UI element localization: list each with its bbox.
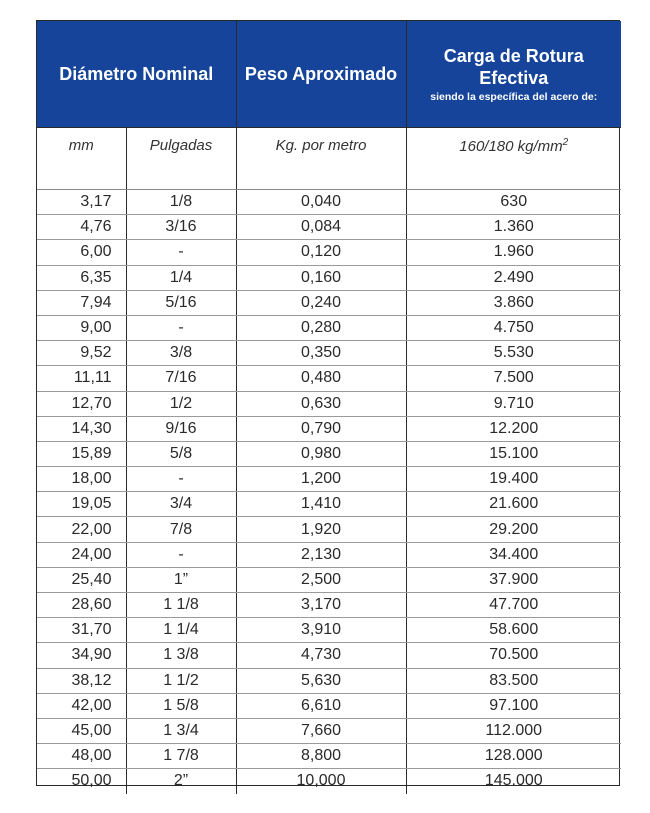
cell-mm: 19,05 — [37, 492, 126, 517]
table-row — [37, 467, 621, 492]
cell-mm: 6,35 — [37, 265, 126, 290]
cell-mm: 3,17 — [37, 190, 126, 215]
cell-weight: 0,160 — [236, 265, 406, 290]
cell-inches: 5/8 — [126, 441, 236, 466]
cell-mm: 34,90 — [37, 643, 126, 668]
table-row — [37, 341, 621, 366]
cable-specs-table — [37, 21, 621, 794]
cell-inches: 1” — [126, 567, 236, 592]
cell-load: 5.530 — [406, 341, 621, 366]
table-row — [37, 517, 621, 542]
table-row — [37, 190, 621, 215]
cell-mm: 14,30 — [37, 416, 126, 441]
cell-load: 83.500 — [406, 668, 621, 693]
cell-load: 128.000 — [406, 744, 621, 769]
unit-mm: mm — [37, 128, 126, 190]
cell-inches: - — [126, 240, 236, 265]
cell-weight: 0,480 — [236, 366, 406, 391]
table-row — [37, 567, 621, 592]
cell-mm: 45,00 — [37, 718, 126, 743]
cell-weight: 0,980 — [236, 441, 406, 466]
cell-mm: 25,40 — [37, 567, 126, 592]
cell-mm: 9,52 — [37, 341, 126, 366]
cell-mm: 15,89 — [37, 441, 126, 466]
cell-inches: 1 5/8 — [126, 693, 236, 718]
cell-weight: 0,040 — [236, 190, 406, 215]
table-row — [37, 693, 621, 718]
cell-load: 70.500 — [406, 643, 621, 668]
cell-load: 3.860 — [406, 290, 621, 315]
cell-weight: 1,200 — [236, 467, 406, 492]
cell-load: 97.100 — [406, 693, 621, 718]
header-load-subtitle: siendo la específica del acero de: — [430, 90, 598, 103]
cell-load: 2.490 — [406, 265, 621, 290]
cell-weight: 1,920 — [236, 517, 406, 542]
table-row — [37, 593, 621, 618]
cell-weight: 0,350 — [236, 341, 406, 366]
cell-load: 1.960 — [406, 240, 621, 265]
table-row — [37, 618, 621, 643]
cell-load: 37.900 — [406, 567, 621, 592]
cell-weight: 2,500 — [236, 567, 406, 592]
cell-mm: 4,76 — [37, 215, 126, 240]
cell-weight: 10,000 — [236, 769, 406, 794]
cell-weight: 0,240 — [236, 290, 406, 315]
cell-weight: 3,170 — [236, 593, 406, 618]
cell-weight: 8,800 — [236, 744, 406, 769]
header-load-title: Carga de Rotura Efectiva — [443, 45, 584, 88]
cell-load: 4.750 — [406, 315, 621, 340]
cell-inches: 1/2 — [126, 391, 236, 416]
cell-load: 21.600 — [406, 492, 621, 517]
cell-mm: 12,70 — [37, 391, 126, 416]
cell-inches: 7/16 — [126, 366, 236, 391]
cell-inches: - — [126, 315, 236, 340]
table-header — [37, 21, 621, 190]
cell-load: 29.200 — [406, 517, 621, 542]
cell-weight: 2,130 — [236, 542, 406, 567]
cell-inches: 1 3/4 — [126, 718, 236, 743]
cell-mm: 31,70 — [37, 618, 126, 643]
cell-weight: 1,410 — [236, 492, 406, 517]
cell-inches: 7/8 — [126, 517, 236, 542]
table-row — [37, 542, 621, 567]
table-row — [37, 315, 621, 340]
unit-strength-exponent: 2 — [562, 137, 569, 148]
cell-inches: 1/4 — [126, 265, 236, 290]
cell-inches: 1 3/8 — [126, 643, 236, 668]
cell-mm: 7,94 — [37, 290, 126, 315]
cell-load: 19.400 — [406, 467, 621, 492]
cell-load: 145.000 — [484, 772, 543, 790]
cell-weight: 5,630 — [236, 668, 406, 693]
units-row — [37, 128, 621, 190]
cell-load: 1.360 — [406, 215, 621, 240]
cell-inches: 1 1/2 — [126, 668, 236, 693]
table-row — [37, 391, 621, 416]
cell-mm: 6,00 — [37, 240, 126, 265]
header-row — [37, 21, 621, 128]
table-row — [37, 416, 621, 441]
cell-weight: 0,280 — [236, 315, 406, 340]
cell-inches: 3/16 — [126, 215, 236, 240]
cell-inches: 1/8 — [126, 190, 236, 215]
table-body — [37, 190, 621, 794]
table-row — [37, 366, 621, 391]
cell-weight: 4,730 — [236, 643, 406, 668]
table-row — [37, 240, 621, 265]
cell-mm: 42,00 — [37, 693, 126, 718]
cell-weight: 7,660 — [236, 718, 406, 743]
cell-weight: 0,120 — [236, 240, 406, 265]
cable-specs-table-sheet — [36, 20, 620, 790]
cell-mm: 48,00 — [37, 744, 126, 769]
cell-inches: 1 1/8 — [126, 593, 236, 618]
cell-mm: 28,60 — [37, 593, 126, 618]
unit-weight: Kg. por metro — [236, 128, 406, 190]
header-weight: Peso Aproximado — [236, 21, 406, 128]
unit-strength — [406, 128, 621, 190]
unit-inches: Pulgadas — [126, 128, 236, 190]
cell-load: 630 — [406, 190, 621, 215]
cell-load: 47.700 — [406, 593, 621, 618]
cell-inches: 1 1/4 — [126, 618, 236, 643]
table-row — [37, 441, 621, 466]
cell-mm: 9,00 — [37, 315, 126, 340]
cell-load: 112.000 — [406, 718, 621, 743]
cell-mm: 38,12 — [37, 668, 126, 693]
cell-inches: 9/16 — [126, 416, 236, 441]
cell-weight: 3,910 — [236, 618, 406, 643]
cell-inches: 1 7/8 — [126, 744, 236, 769]
cell-load: 58.600 — [406, 618, 621, 643]
cell-weight: 0,630 — [236, 391, 406, 416]
cell-weight: 6,610 — [236, 693, 406, 718]
table-row — [37, 643, 621, 668]
unit-strength-text: 160/180 kg/mm — [459, 138, 563, 155]
cell-mm: 18,00 — [37, 467, 126, 492]
cell-mm: 22,00 — [37, 517, 126, 542]
cell-inches: - — [126, 542, 236, 567]
cell-inches: - — [126, 467, 236, 492]
table-row — [37, 215, 621, 240]
cell-weight: 0,084 — [236, 215, 406, 240]
cell-load: 9.710 — [406, 391, 621, 416]
table-row — [37, 668, 621, 693]
cell-inches: 3/4 — [126, 492, 236, 517]
cell-weight: 0,790 — [236, 416, 406, 441]
table-row — [37, 265, 621, 290]
table-row — [37, 769, 621, 794]
cell-load: 7.500 — [406, 366, 621, 391]
table-row — [37, 718, 621, 743]
table-row — [37, 290, 621, 315]
cell-mm: 11,11 — [37, 366, 126, 391]
cell-load: 12.200 — [406, 416, 621, 441]
table-row — [37, 744, 621, 769]
header-load — [406, 21, 621, 128]
header-diameter: Diámetro Nominal — [37, 21, 236, 128]
cell-mm: 50,00 — [37, 769, 126, 794]
cell-inches: 3/8 — [126, 341, 236, 366]
table-row — [37, 492, 621, 517]
cell-load: 15.100 — [406, 441, 621, 466]
cell-inches: 5/16 — [126, 290, 236, 315]
cell-inches: 2” — [126, 769, 236, 794]
cell-mm: 24,00 — [37, 542, 126, 567]
cell-load: 34.400 — [406, 542, 621, 567]
